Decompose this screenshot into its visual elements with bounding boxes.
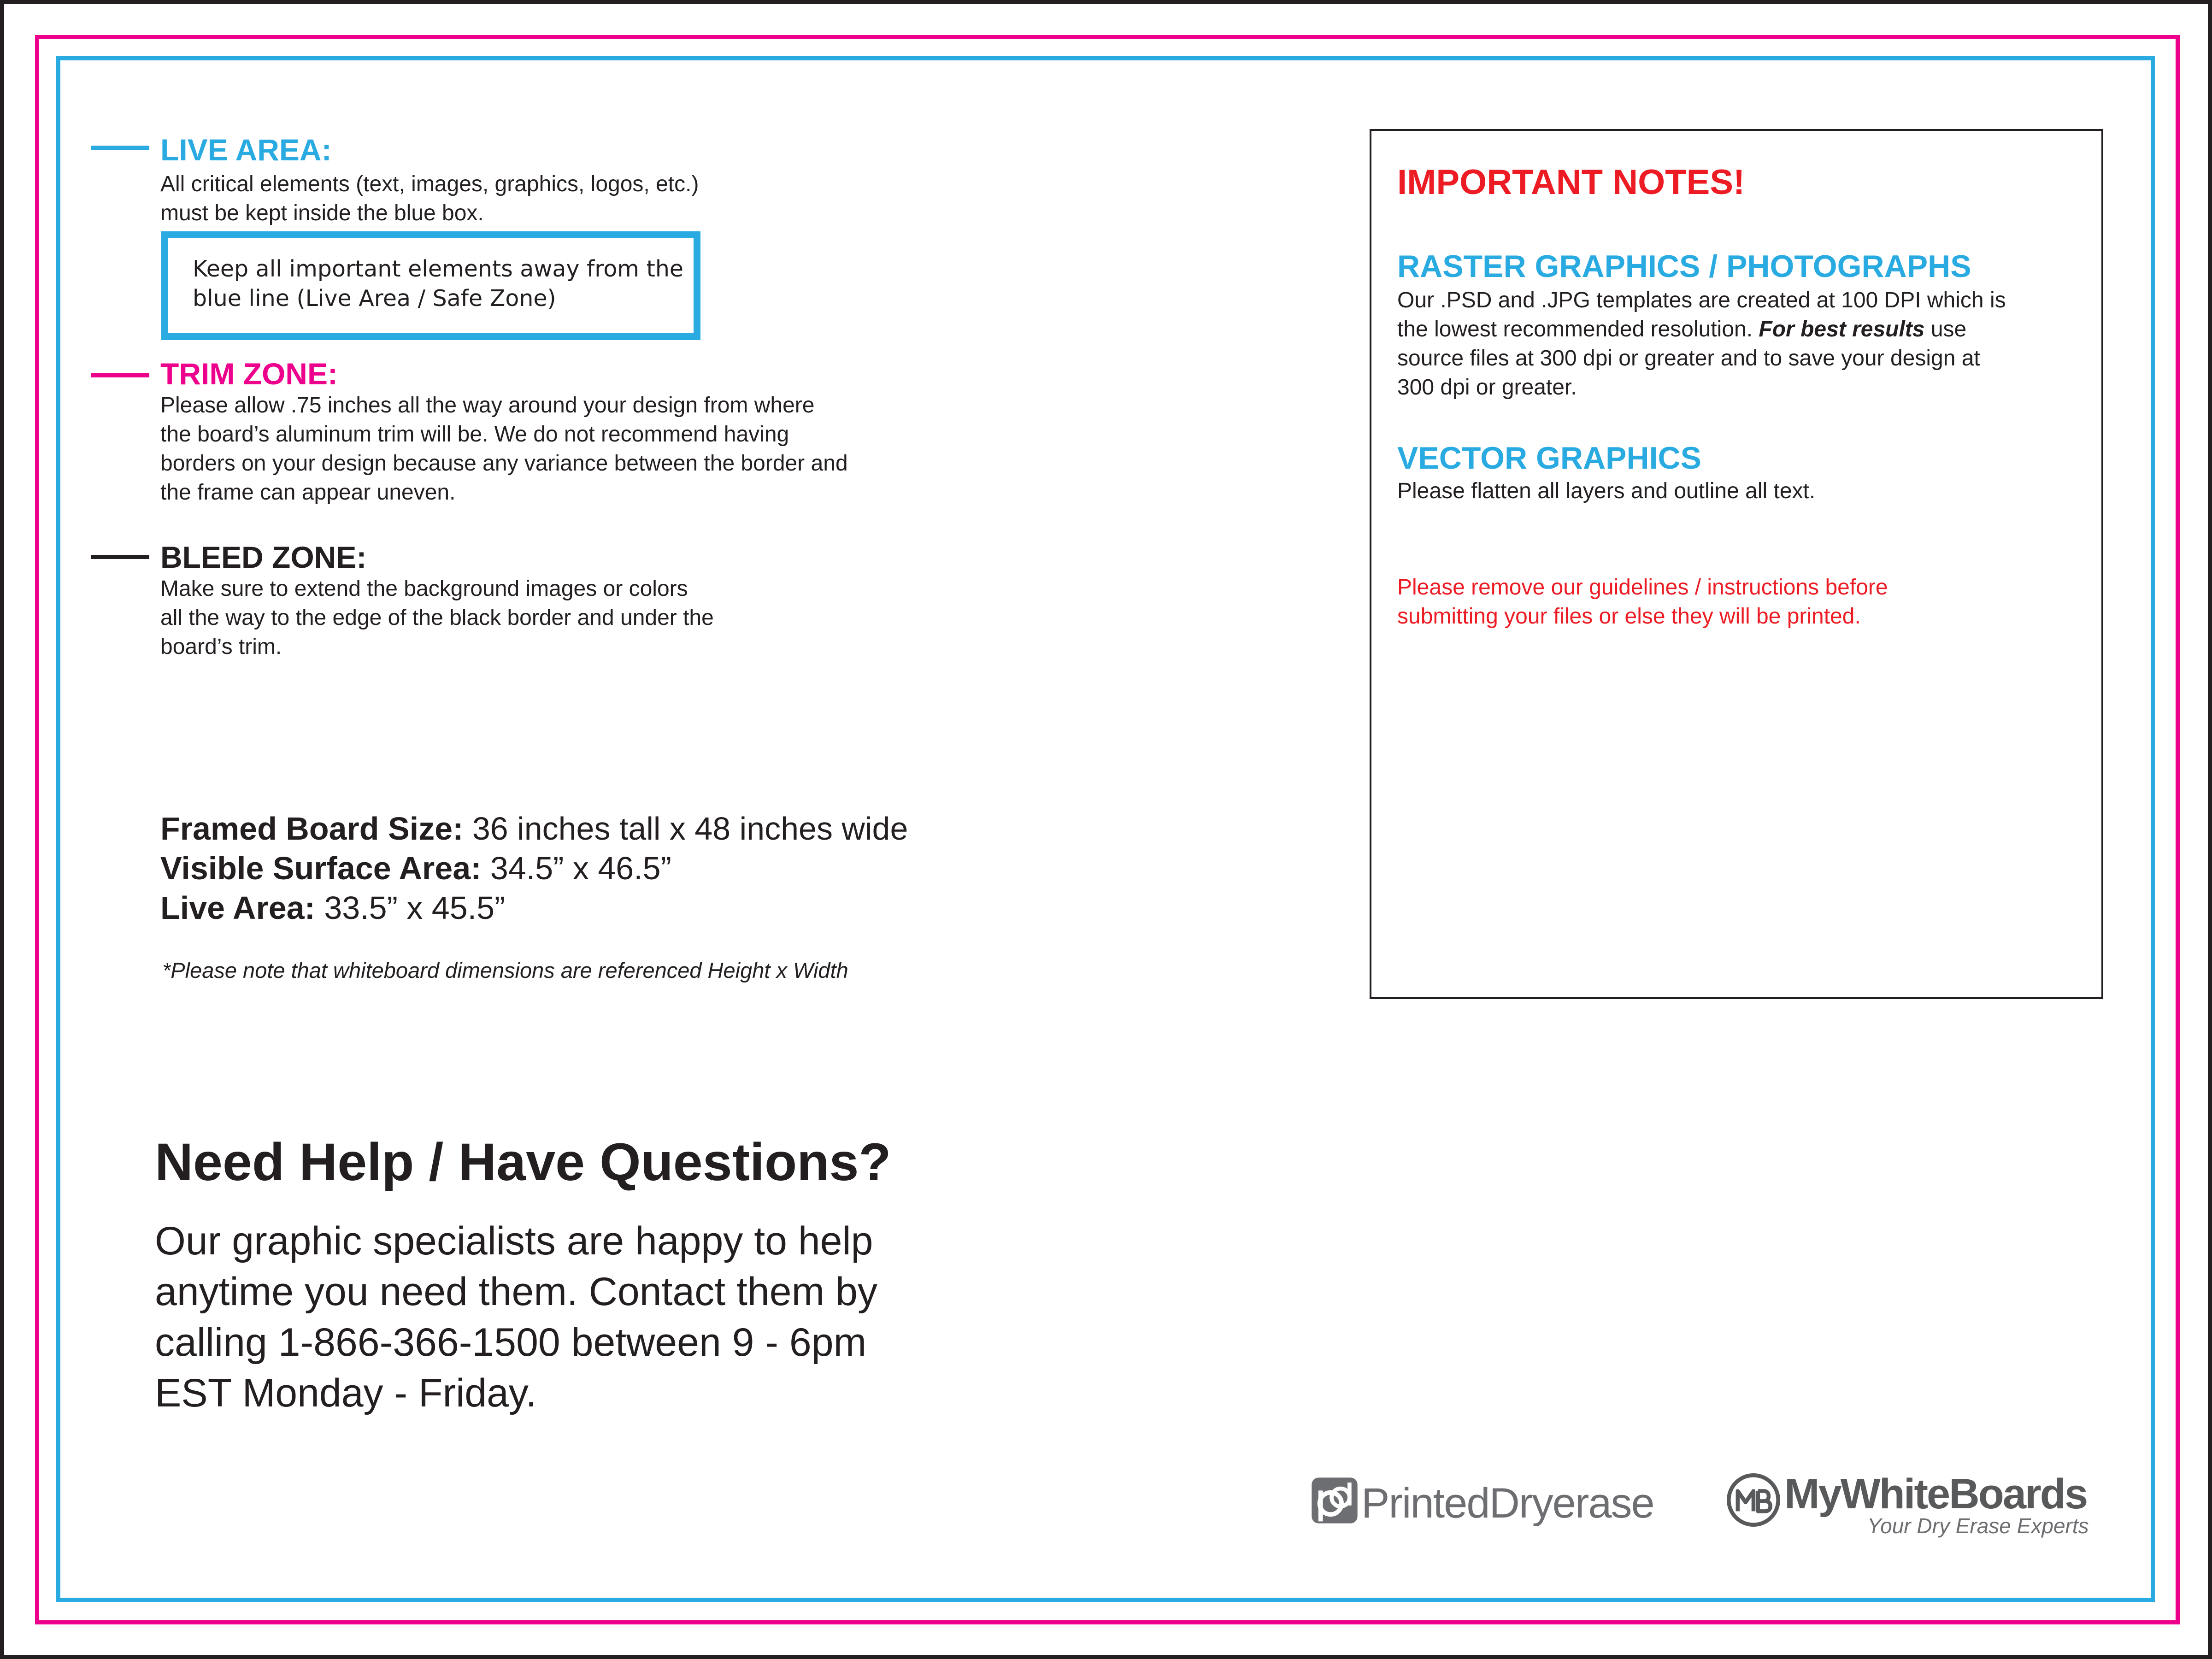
mwb-monogram-icon <box>1725 1472 1782 1528</box>
spec-live-area <box>160 891 505 924</box>
printed-dryerase-logo <box>1310 1470 1660 1535</box>
mywhiteboards-tagline: Your Dry Erase Experts <box>1867 1514 2089 1538</box>
important-notes-title: IMPORTANT NOTES! <box>1397 163 1745 202</box>
live-area-legend-line <box>91 146 149 150</box>
trim-zone-legend-line <box>91 373 149 377</box>
pd-monogram-icon <box>1310 1476 1359 1525</box>
remove-guidelines-warning: Please remove our guidelines / instructions before submitting your files or else they will be printed. <box>1397 575 1888 629</box>
raster-line: Our .PSD and .JPG templates are created at 100 DPI which is <box>1397 288 2006 312</box>
help-body: Our graphic specialists are happy to help anytime you need them. Contact them by calling 1-866-366-1500 between 9 - 6pm EST Monday - Friday. <box>155 1219 877 1415</box>
trim-zone-title: TRIM ZONE: <box>160 357 338 391</box>
dimensions-footnote: *Please note that whiteboard dimensions are referenced Height x Width <box>162 958 848 982</box>
raster-graphics-body <box>1397 286 2006 402</box>
bleed-zone-legend-line <box>91 555 149 559</box>
bleed-zone-title: BLEED ZONE: <box>160 540 367 574</box>
trim-zone-description: Please allow .75 inches all the way around your design from where the board’s aluminum trim will be. We do not recommend having borders on your design because any variance between the border and the frame can appear uneven. <box>160 393 848 505</box>
raster-line-text: use <box>1924 317 1967 341</box>
spec-value: 36 inches tall x 48 inches wide <box>463 811 908 847</box>
spec-label: Visible Surface Area: <box>160 850 482 886</box>
safe-zone-box-text: Keep all important elements away from the blue line (Live Area / Safe Zone) <box>193 256 684 312</box>
help-title: Need Help / Have Questions? <box>155 1133 891 1192</box>
spec-visible-surface-area <box>160 852 671 885</box>
spec-value: 34.5” x 46.5” <box>481 850 671 886</box>
live-area-title: LIVE AREA: <box>160 133 332 167</box>
spec-value: 33.5” x 45.5” <box>315 890 506 926</box>
best-results-emphasis: For best results <box>1759 317 1925 341</box>
vector-graphics-title: VECTOR GRAPHICS <box>1397 441 1701 476</box>
mywhiteboards-logo <box>1725 1465 2103 1544</box>
spec-framed-board-size <box>160 812 908 845</box>
raster-line: 300 dpi or greater. <box>1397 375 1577 400</box>
live-area-description: All critical elements (text, images, graphics, logos, etc.) must be kept inside the blue box. <box>160 172 699 225</box>
raster-line: source files at 300 dpi or greater and to save your design at <box>1397 346 1980 371</box>
raster-line-text: the lowest recommended resolution. <box>1397 317 1759 341</box>
spec-label: Live Area: <box>160 890 315 926</box>
mywhiteboards-wordmark: MyWhiteBoards <box>1784 1471 2087 1518</box>
raster-graphics-title: RASTER GRAPHICS / PHOTOGRAPHS <box>1397 249 1971 284</box>
spec-label: Framed Board Size: <box>160 811 464 847</box>
bleed-zone-description: Make sure to extend the background images or colors all the way to the edge of the black border and under the board’s trim. <box>160 577 714 659</box>
vector-graphics-body: Please flatten all layers and outline all text. <box>1397 479 1816 503</box>
printed-dryerase-wordmark: PrintedDryerase <box>1361 1480 1654 1527</box>
raster-line <box>1397 315 2006 344</box>
